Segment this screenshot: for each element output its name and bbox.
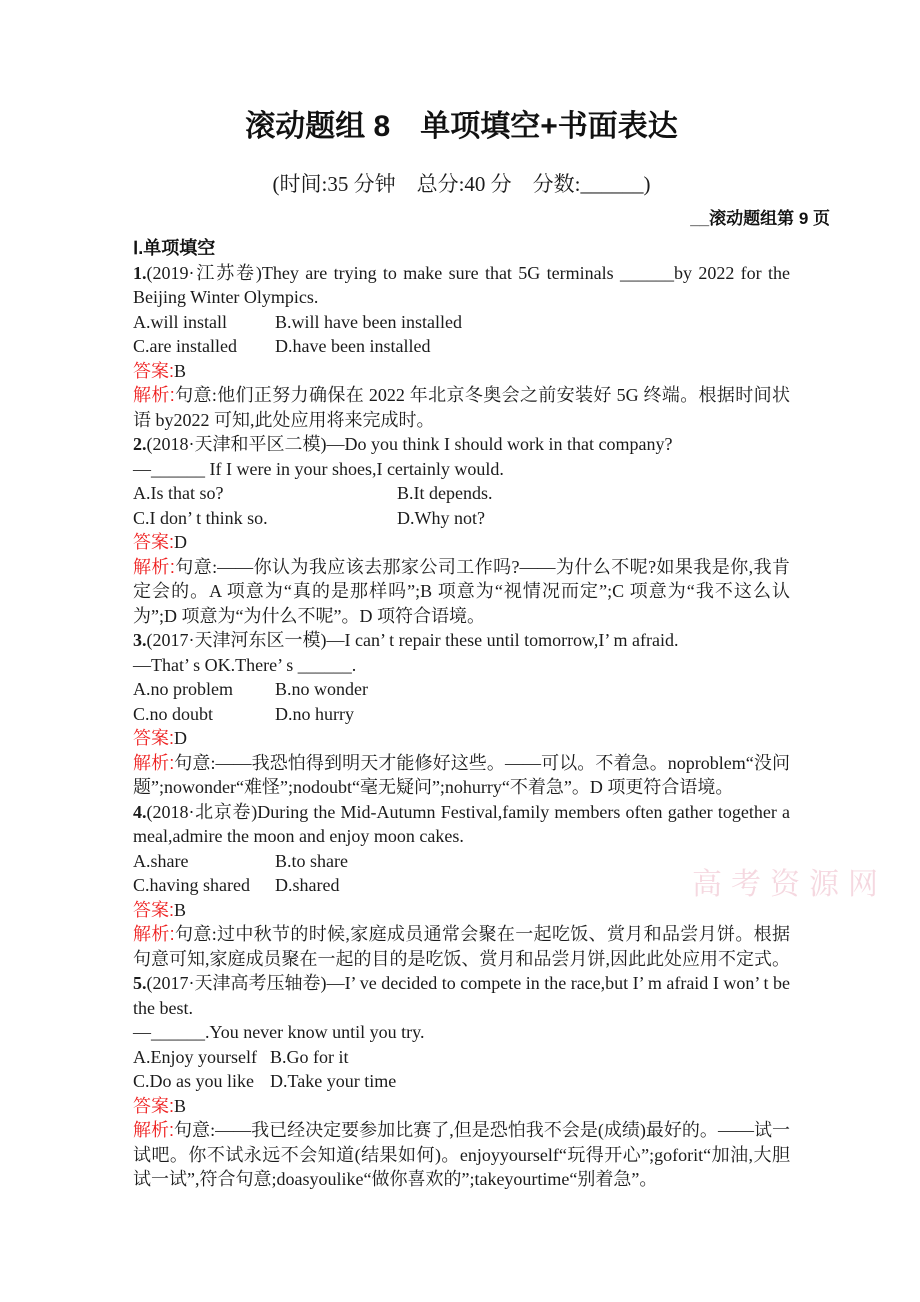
option-c: C.I don’ t think so. <box>133 507 268 528</box>
explanation-label: 解析: <box>133 1120 175 1140</box>
question-stem <box>133 971 790 1020</box>
question-block-2 <box>133 432 790 628</box>
watermark: 高考资源网 <box>692 868 887 901</box>
answer-line <box>133 898 790 923</box>
option-d: D.have been installed <box>275 336 431 356</box>
explanation-text: 句意:——我恐怕得到明天才能修好这些。——可以。不着急。noproblem“没问题”;nowonder“难怪”;nodoubt“毫无疑问”;nohurry“不着急”。D 项更符合语境。 <box>133 752 790 797</box>
option-b: B.Go for it <box>270 1046 349 1067</box>
options <box>133 677 790 726</box>
explanation-text: 句意:他们正努力确保在 2022 年北京冬奥会之前安装好 5G 终端。根据时间状语 by2022 可知,此处应用将来完成时。 <box>133 385 790 430</box>
question-block-1 <box>133 261 790 433</box>
explanation-label: 解析: <box>133 752 175 773</box>
answer-line <box>133 530 790 555</box>
explanation-line <box>133 555 790 629</box>
explanation-line <box>133 383 790 432</box>
question-stem <box>133 800 790 849</box>
explanation-text: 句意:过中秋节的时候,家庭成员通常会聚在一起吃饭、赏月和品尝月饼。根据句意可知,家庭成员聚在一起的目的是吃饭、赏月和品尝月饼,因此此处应用不定式。 <box>133 924 790 969</box>
question-text: During the Mid-Autumn Festival,family members often gather together a meal,admire the moon and enjoy moon cakes. <box>133 801 791 846</box>
answer-line <box>133 359 790 384</box>
question-source: (2017·天津高考压轴卷) <box>146 973 327 993</box>
option-a: A.Enjoy yourself <box>133 1046 257 1067</box>
options <box>133 481 790 530</box>
option-c: C.are installed <box>133 336 237 356</box>
question-number: 2. <box>133 434 147 454</box>
answer-value: D <box>174 532 188 552</box>
options <box>133 1045 790 1094</box>
question-block-5 <box>133 971 790 1192</box>
answer-label: 答案: <box>133 532 175 552</box>
question-block-4 <box>133 800 790 972</box>
page-marker: __滚动题组第 9 页 <box>690 209 830 228</box>
question-text: —I’ ve decided to compete in the race,but I’ m afraid I won’ t be the best. <box>133 973 790 1018</box>
explanation-line <box>133 751 790 800</box>
question-reply: —______.You never know until you try. <box>133 1022 425 1042</box>
explanation-label: 解析: <box>133 556 175 577</box>
question-source: (2019·江苏卷) <box>146 262 262 283</box>
question-stem <box>133 628 790 653</box>
explanation-text: 句意:——你认为我应该去那家公司工作吗?——为什么不呢?如果我是你,我肯定会的。A 项意为“真的是那样吗”;B 项意为“视情况而定”;C 项意为“我不这么认为”;D 项意为“为什么不呢”。D 项符合语境。 <box>133 556 790 626</box>
option-b: B.no wonder <box>275 679 368 699</box>
explanation-line <box>133 922 790 971</box>
question-text: —Do you think I should work in that company? <box>326 434 673 454</box>
option-d: D.Take your time <box>270 1071 397 1091</box>
explanation-label: 解析: <box>133 924 175 944</box>
option-c: C.having shared <box>133 875 250 895</box>
explanation-line <box>133 1118 790 1192</box>
answer-value: B <box>174 899 187 920</box>
explanation-text: 句意:——我已经决定要参加比赛了,但是恐怕我不会是(成绩)最好的。——试一试吧。你不试永远不会知道(结果如何)。enjoyyourself“玩得开心”;goforit“加油,大胆试一试”,符合句意;doasyoulike“做你喜欢的”;takeyourtime“别着急”。 <box>133 1120 790 1189</box>
section-heading: Ⅰ.单项填空 <box>133 238 216 258</box>
option-c: C.no doubt <box>133 703 214 724</box>
question-number: 5. <box>133 973 147 993</box>
answer-line <box>133 726 790 751</box>
option-b: B.It depends. <box>397 483 493 503</box>
option-d: D.Why not? <box>397 507 485 528</box>
question-source: (2018·北京卷) <box>146 801 258 822</box>
answer-value: B <box>174 360 187 381</box>
question-number: 3. <box>133 630 147 650</box>
question-stem <box>133 261 790 310</box>
explanation-label: 解析: <box>133 385 175 405</box>
answer-label: 答案: <box>133 360 175 381</box>
options <box>133 310 790 359</box>
answer-line <box>133 1094 790 1119</box>
question-source: (2018·天津和平区二模) <box>146 434 327 454</box>
answer-label: 答案: <box>133 899 175 920</box>
answer-label: 答案: <box>133 1095 175 1116</box>
option-a: A.share <box>133 850 189 871</box>
page-title: 滚动题组 8 单项填空+书面表达 <box>245 110 678 143</box>
answer-value: D <box>174 728 188 748</box>
question-block-3 <box>133 628 790 800</box>
option-c: C.Do as you like <box>133 1071 254 1091</box>
question-number: 4. <box>133 801 147 822</box>
options <box>133 849 790 898</box>
question-text: —I can’ t repair these until tomorrow,I’ m afraid. <box>326 630 679 650</box>
question-number: 1. <box>133 262 147 283</box>
question-reply: —______ If I were in your shoes,I certainly would. <box>133 458 504 479</box>
option-a: A.will install <box>133 311 227 332</box>
question-text: They are trying to make sure that 5G terminals ______by 2022 for the Beijing Winter Olympics. <box>133 262 791 307</box>
option-b: B.to share <box>275 850 348 871</box>
question-reply: —That’ s OK.There’ s ______. <box>133 654 357 675</box>
answer-value: B <box>174 1095 187 1116</box>
question-stem <box>133 432 790 457</box>
option-b: B.will have been installed <box>275 311 462 332</box>
option-a: A.Is that so? <box>133 483 224 503</box>
question-source: (2017·天津河东区一模) <box>146 630 327 650</box>
answer-label: 答案: <box>133 728 175 748</box>
option-a: A.no problem <box>133 679 233 699</box>
option-d: D.no hurry <box>275 703 354 724</box>
exam-meta: (时间:35 分钟 总分:40 分 分数:______) <box>272 172 651 196</box>
option-d: D.shared <box>275 875 340 895</box>
